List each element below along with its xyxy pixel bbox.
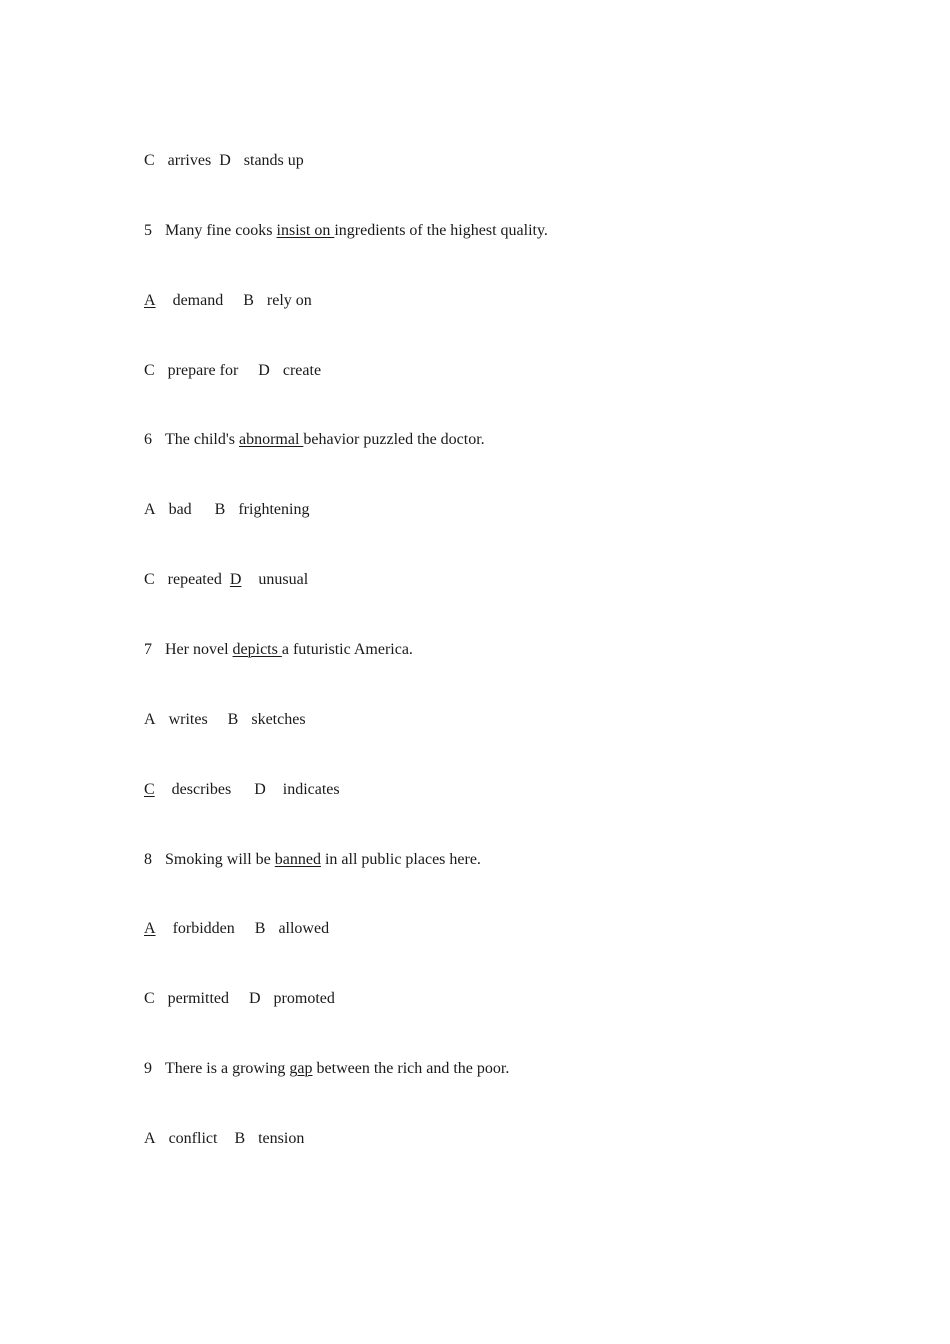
text-segment: stands up bbox=[243, 152, 304, 169]
text-segment: behavior puzzled the doctor. bbox=[303, 431, 485, 448]
document-line bbox=[144, 570, 308, 590]
text-segment: rely on bbox=[266, 292, 312, 309]
text-segment: a futuristic America. bbox=[281, 641, 413, 658]
underlined-text: depicts bbox=[232, 641, 282, 658]
text-segment: A bbox=[144, 501, 156, 518]
document-line bbox=[144, 361, 321, 381]
text-segment: A bbox=[144, 711, 156, 728]
document-line bbox=[144, 1059, 509, 1079]
text-segment: Smoking will be bbox=[165, 851, 275, 868]
underlined-text: A bbox=[144, 920, 156, 937]
underlined-text: insist on bbox=[276, 222, 335, 239]
underlined-text: abnormal bbox=[238, 431, 304, 448]
document-line bbox=[144, 151, 304, 171]
text-segment: demand bbox=[172, 292, 224, 309]
text-segment: B bbox=[234, 1130, 246, 1147]
text-segment: sketches bbox=[251, 711, 306, 728]
document-line bbox=[144, 221, 548, 241]
text-segment: C bbox=[144, 571, 155, 588]
text-segment: repeated bbox=[167, 571, 222, 588]
underlined-text: D bbox=[229, 571, 242, 588]
text-segment: ingredients of the highest quality. bbox=[334, 222, 548, 239]
text-segment: D bbox=[254, 781, 266, 798]
text-segment: promoted bbox=[273, 990, 335, 1007]
text-segment: 6 bbox=[144, 431, 152, 448]
text-segment: 8 bbox=[144, 851, 152, 868]
text-segment: arrives bbox=[167, 152, 212, 169]
text-segment: B bbox=[254, 920, 266, 937]
text-segment: create bbox=[282, 362, 322, 379]
document-line bbox=[144, 1129, 304, 1149]
text-segment: between the rich and the poor. bbox=[312, 1060, 510, 1077]
text-segment: 7 bbox=[144, 641, 152, 658]
text-segment: 9 bbox=[144, 1060, 152, 1077]
text-segment: C bbox=[144, 990, 155, 1007]
text-segment: D bbox=[258, 362, 270, 379]
document-line bbox=[144, 430, 485, 450]
underlined-text: banned bbox=[274, 851, 321, 868]
text-segment: indicates bbox=[282, 781, 340, 798]
text-segment: The child's bbox=[165, 431, 239, 448]
underlined-text: C bbox=[144, 781, 155, 798]
text-segment: Many fine cooks bbox=[165, 222, 277, 239]
text-segment: bad bbox=[168, 501, 192, 518]
document-line bbox=[144, 291, 312, 311]
text-segment: A bbox=[144, 1130, 156, 1147]
text-segment: tension bbox=[258, 1130, 305, 1147]
document-line bbox=[144, 919, 329, 939]
text-segment: permitted bbox=[167, 990, 229, 1007]
document-line bbox=[144, 500, 309, 520]
text-segment: Her novel bbox=[165, 641, 233, 658]
document-line bbox=[144, 850, 481, 870]
document-line bbox=[144, 710, 306, 730]
text-segment: writes bbox=[168, 711, 208, 728]
text-segment: prepare for bbox=[167, 362, 239, 379]
text-segment: B bbox=[214, 501, 226, 518]
text-segment: unusual bbox=[258, 571, 309, 588]
text-segment: D bbox=[219, 152, 231, 169]
text-segment: D bbox=[248, 990, 261, 1007]
document-line bbox=[144, 640, 413, 660]
text-segment: frightening bbox=[238, 501, 310, 518]
text-segment: There is a growing bbox=[165, 1060, 290, 1077]
text-segment: in all public places here. bbox=[320, 851, 481, 868]
text-segment: C bbox=[144, 152, 155, 169]
text-segment: B bbox=[243, 292, 254, 309]
text-segment: conflict bbox=[168, 1130, 218, 1147]
text-segment: C bbox=[144, 362, 155, 379]
document-line bbox=[144, 989, 335, 1009]
underlined-text: gap bbox=[289, 1060, 313, 1077]
text-segment: describes bbox=[171, 781, 232, 798]
text-segment: allowed bbox=[278, 920, 330, 937]
underlined-text: A bbox=[144, 292, 156, 309]
text-segment: B bbox=[227, 711, 239, 728]
text-segment: 5 bbox=[144, 222, 152, 239]
text-segment: forbidden bbox=[172, 920, 235, 937]
document-line bbox=[144, 780, 340, 800]
